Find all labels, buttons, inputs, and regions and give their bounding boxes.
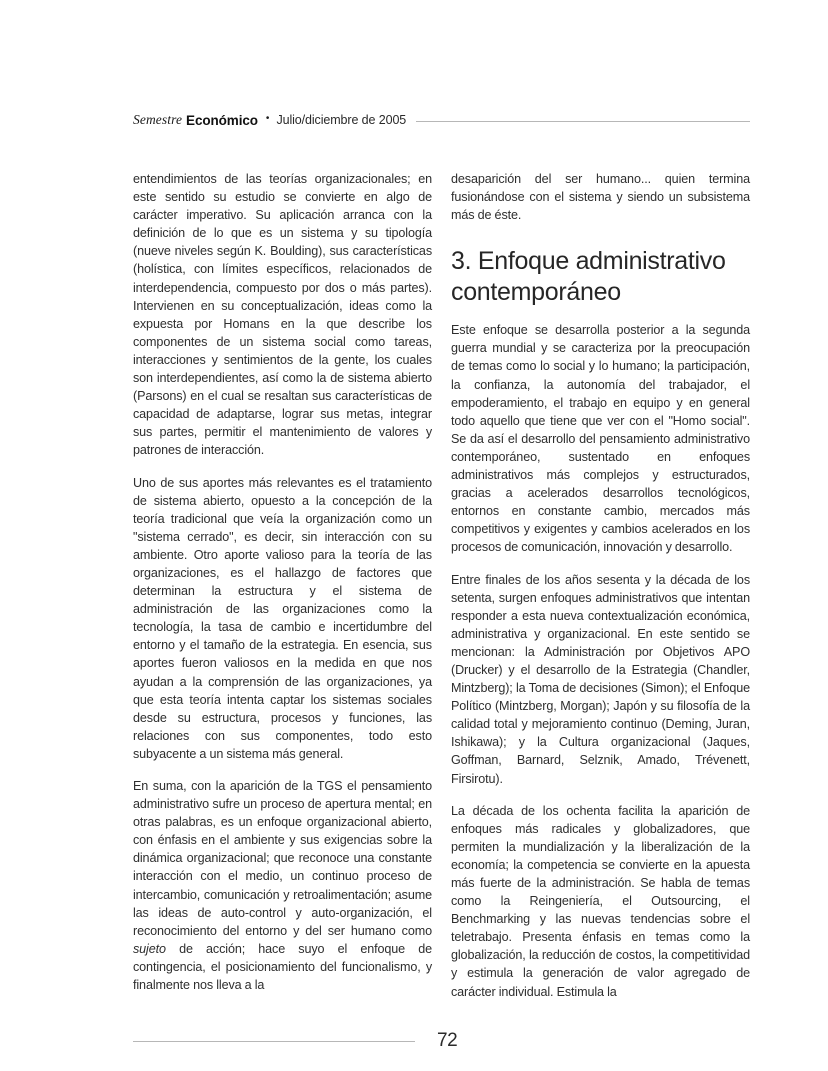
paragraph: desaparición del ser humano... quien termina fusionándose con el sistema y siendo un subsistema más de éste. <box>451 172 750 223</box>
left-column <box>133 170 432 1001</box>
paragraph-text-after-emphasis: de acción; hace suyo el enfoque de contingencia, el posicionamiento del funcionalismo, y finalmente nos lleva a la <box>133 941 432 993</box>
paragraph: entendimientos de las teorías organizacionales; en este sentido su estudio se convierte en algo de carácter imperativo. Su aplicación arranca con la definición de lo que es un sistema y su tipología (nueve niveles según K. Boulding), sus características (holística, con límites específicos, relacionados de interdependencia, compuesto por dos o más partes). Intervienen en su conceptualización, ideas como la expuesta por Homans en la que describe los componentes de un sistema social como tareas, interacciones y sentimientos de la gente, los cuales son interdependientes, así como la de sistema abierto (Parsons) en el cual se resaltan sus características de capacidad de adaptarse, lograr sus metas, integrar sus partes, permitir el mantenimiento de valores y patrones de interacción. <box>133 172 432 458</box>
paragraph: Entre finales de los años sesenta y la década de los setenta, surgen enfoques administrativos que intentan responder a esta nueva contextualización económica, administrativa y organizacional. En este sentido se mencionan: la Administración por Objetivos APO (Drucker) y el desarrollo de la Estrategia (Chandler, Mintzberg); la Toma de decisiones (Simon); el Enfoque Político (Mintzberg, Morgan); Japón y su filosofía de la calidad total y mejoramiento continuo (Deming, Juran, Ishikawa); y la Cultura organizacional (Jaques, Goffman, Barnard, Selznik, Amado, Trévenett, Firsirotu). <box>451 572 750 786</box>
bullet-separator-icon: • <box>265 113 270 124</box>
running-head-rule <box>416 121 750 122</box>
page-number: 72 <box>437 1030 458 1051</box>
paragraph-with-emphasis <box>133 777 432 994</box>
paragraph: Este enfoque se desarrolla posterior a la segunda guerra mundial y se caracteriza por la preocupación de temas como lo social y lo humano; la participación, la confianza, la autonomía del trabajador, el empoderamiento, el trabajo en equipo y en general todo aquello que tiene que ver con el "Homo social". Se da así el desarrollo del pensamiento administrativo contemporáneo, sustentado en enfoques administrativos más complejos y estructurados, gracias a acelerados desarrollos tecnológicos, entornos en constante cambio, mercados más competitivos y exigentes y cambios acelerados en los procesos de comunicación, innovación y desarrollo. <box>451 323 750 555</box>
running-head <box>133 110 750 130</box>
paragraph: La década de los ochenta facilita la aparición de enfoques más radicales y globalizadores, que permiten la mundialización y la liberalización de la economía; la competencia se convierte en la apuesta más fuerte de la administración. Se habla de temas como la Reingeniería, el Outsourcing, el Benchmarking y las nuevas tendencias sobre el teletrabajo. Presenta énfasis en temas como la globalización, la reducción de costos, la competitividad y estimula la generación de valor agregado de carácter individual. Estimula la <box>451 803 750 999</box>
paragraph-text-before-emphasis: En suma, con la aparición de la TGS el pensamiento administrativo sufre un proceso de apertura mental; en otras palabras, es un enfoque organizacional abierto, con énfasis en el ambiente y sus exigencias sobre la dinámica organizacional; que reconoce una constante interacción con el medio, un continuo proceso de intercambio, comunicación y retroalimentación; asume las ideas de auto-control y auto-organización, el reconocimiento del entorno y del ser humano como <box>133 779 432 938</box>
section-heading: 3. Enfoque administrativo contemporáneo <box>451 247 726 307</box>
journal-name-italic: Semestre <box>133 112 183 127</box>
right-column <box>451 170 750 1001</box>
issue-date: Julio/diciembre de 2005 <box>276 113 407 127</box>
footer-rule <box>133 1041 415 1042</box>
two-column-body <box>133 170 750 1001</box>
journal-name-bold: Económico <box>186 112 258 128</box>
paragraph: Uno de sus aportes más relevantes es el tratamiento de sistema abierto, opuesto a la concepción de la teoría tradicional que veía la organización como un "sistema cerrado", es decir, sin interacción con su ambiente. Otro aporte valioso para la teoría de las organizaciones, es el hallazgo de factores que determinan la estructura y el sistema de administración de las organizaciones como la tecnología, la tasa de cambio e incertidumbre del entorno y el tamaño de la estrategia. En esencia, sus aportes fueron valiosos en la medida en que nos ayudan a la comprensión de las organizaciones, ya que esta teoría intenta captar los sistemas sociales desde su estructura, procesos y funciones, las relaciones con sus componentes, todo esto subyacente a un sistema más general. <box>133 475 432 761</box>
page-footer <box>133 1030 750 1052</box>
emphasized-term: sujeto <box>133 941 166 956</box>
